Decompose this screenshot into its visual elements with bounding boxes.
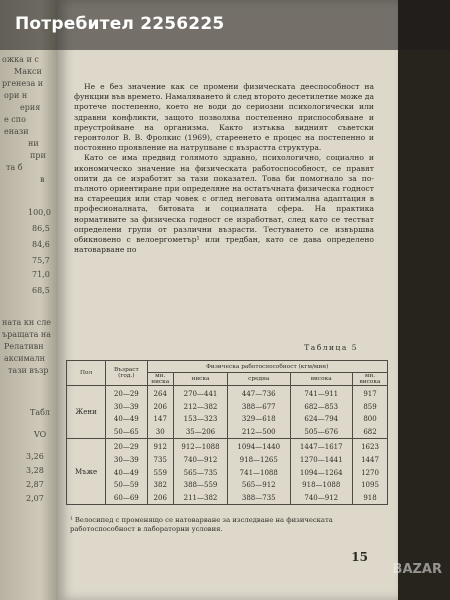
left-text-fragment: та б (6, 163, 23, 172)
left-text-fragment: 3,28 (26, 466, 44, 475)
table-row (67, 386, 388, 439)
left-text-fragment: тази възр (8, 366, 49, 375)
column-header: висока (290, 373, 353, 386)
left-text-fragment: 2,87 (26, 480, 44, 489)
left-text-fragment: ната кн сле (2, 318, 52, 327)
left-text-fragment: 3,26 (26, 452, 44, 461)
left-text-fragment: Макси (14, 67, 42, 76)
column-header: Възраст (год.) (106, 361, 147, 386)
left-text-fragment: енази (4, 127, 29, 136)
column-header: ниска (173, 373, 227, 386)
book-page (58, 0, 398, 600)
left-text-fragment: е спо (4, 115, 26, 124)
column-header: средна (228, 373, 291, 386)
table-cell: 912 735 559 382 206 (147, 439, 173, 505)
table-cell: 270—441 212—382 153—323 35—206 (173, 386, 227, 439)
left-text-fragment: ожка и с (2, 55, 39, 64)
left-text-fragment: аксималн (4, 354, 45, 363)
column-header: мн. ниска (147, 373, 173, 386)
left-text-fragment: VO (34, 430, 47, 439)
left-text-fragment: при (30, 151, 46, 160)
fitness-table (66, 360, 388, 505)
table-cell: 20—29 30—39 40—49 50—65 (106, 386, 147, 439)
background-edge (398, 0, 450, 600)
paragraph: Като се има предвид голямото здравно, психологично, социално и икономическо значение на физическата работоспособност, се правят опити да се изработят за тази показател. Това би помогнало за по-пълното ориентиране при определяне на остатъчната физическа годност на стареещия или стар човек с оглед неговата оптимална адаптация в професионалната, битовата и социалната сфера. На практика нормативите за физическа годност се изработват, след като се тестват определени групи от различни възрасти. Тестуването се извършва обикновено с велоергометър¹ или тредбан, като се дава определено натоварване по (74, 153, 374, 255)
table-cell: 1447—1617 1270—1441 1094—1264 918—1088 740—912 (290, 439, 353, 505)
table-row (67, 439, 388, 505)
table-cell: 264 206 147 30 (147, 386, 173, 439)
paragraph: Не е без значение как се промени физическата дееспособност на функции във времето. Намаляването й след второто десетилетие може да протече постепенно, което не води до сериозни психологически или здравни конфликти, защото позволява постепенно приспособяване и преустройване на организма. Както изтъква видният съветски геронтолог В. В. Фролкис (1969), стареенето е процес на постепенно и постоянно проявление на натрупване с възрастта структура. (74, 82, 374, 153)
left-text-fragment: Релативн (4, 342, 44, 351)
left-text-fragment: ъращата на (2, 330, 52, 339)
table-caption: Таблица 5 (304, 343, 358, 352)
table-cell: Мъже (67, 439, 106, 505)
left-text-fragment: Табл (30, 408, 51, 417)
left-text-fragment: ргенеза и (2, 79, 44, 88)
left-text-fragment: ни (28, 139, 39, 148)
left-page-edge (0, 0, 58, 600)
left-text-fragment: 2,07 (26, 494, 44, 503)
left-text-fragment: 86,5 (32, 224, 50, 233)
left-text-fragment: ори н (4, 91, 28, 100)
watermark-logo: BAZAR (392, 562, 442, 577)
table-cell: 741—911 682—853 624—794 505—676 (290, 386, 353, 439)
table-cell: 1094—1440 918—1265 741—1088 565—912 388—735 (228, 439, 291, 505)
table-cell: 912—1088 740—912 565—735 388—559 211—382 (173, 439, 227, 505)
column-header: мн. висока (353, 373, 388, 386)
left-text-fragment: в (40, 175, 45, 184)
table-cell: 917 859 800 682 (353, 386, 388, 439)
table-cell: 1623 1447 1270 1095 918 (353, 439, 388, 505)
left-text-fragment: 84,6 (32, 240, 50, 249)
left-text-fragment: 68,5 (32, 286, 50, 295)
left-text-fragment: 71,0 (32, 270, 50, 279)
left-text-fragment: 75,7 (32, 256, 50, 265)
table-cell: 20—29 30—39 40—49 50—59 60—69 (106, 439, 147, 505)
page-number: 15 (351, 550, 368, 564)
table-cell: Жени (67, 386, 106, 439)
left-text-fragment: 100,0 (28, 208, 51, 217)
footnote: ¹ Велосипед с променящо се натоварване за изследване на физическата работоспособност в лабораторни условия. (70, 516, 333, 533)
column-header: Пол (67, 361, 106, 386)
listing-header (0, 0, 450, 50)
table-cell: 447—736 388—677 329—618 212—500 (228, 386, 291, 439)
column-header: Физическа работоспособност (кгм/мин) (147, 361, 388, 373)
listing-title: Потребител 2256225 (15, 14, 225, 34)
left-text-fragment: ерия (20, 103, 41, 112)
body-text (74, 82, 374, 255)
